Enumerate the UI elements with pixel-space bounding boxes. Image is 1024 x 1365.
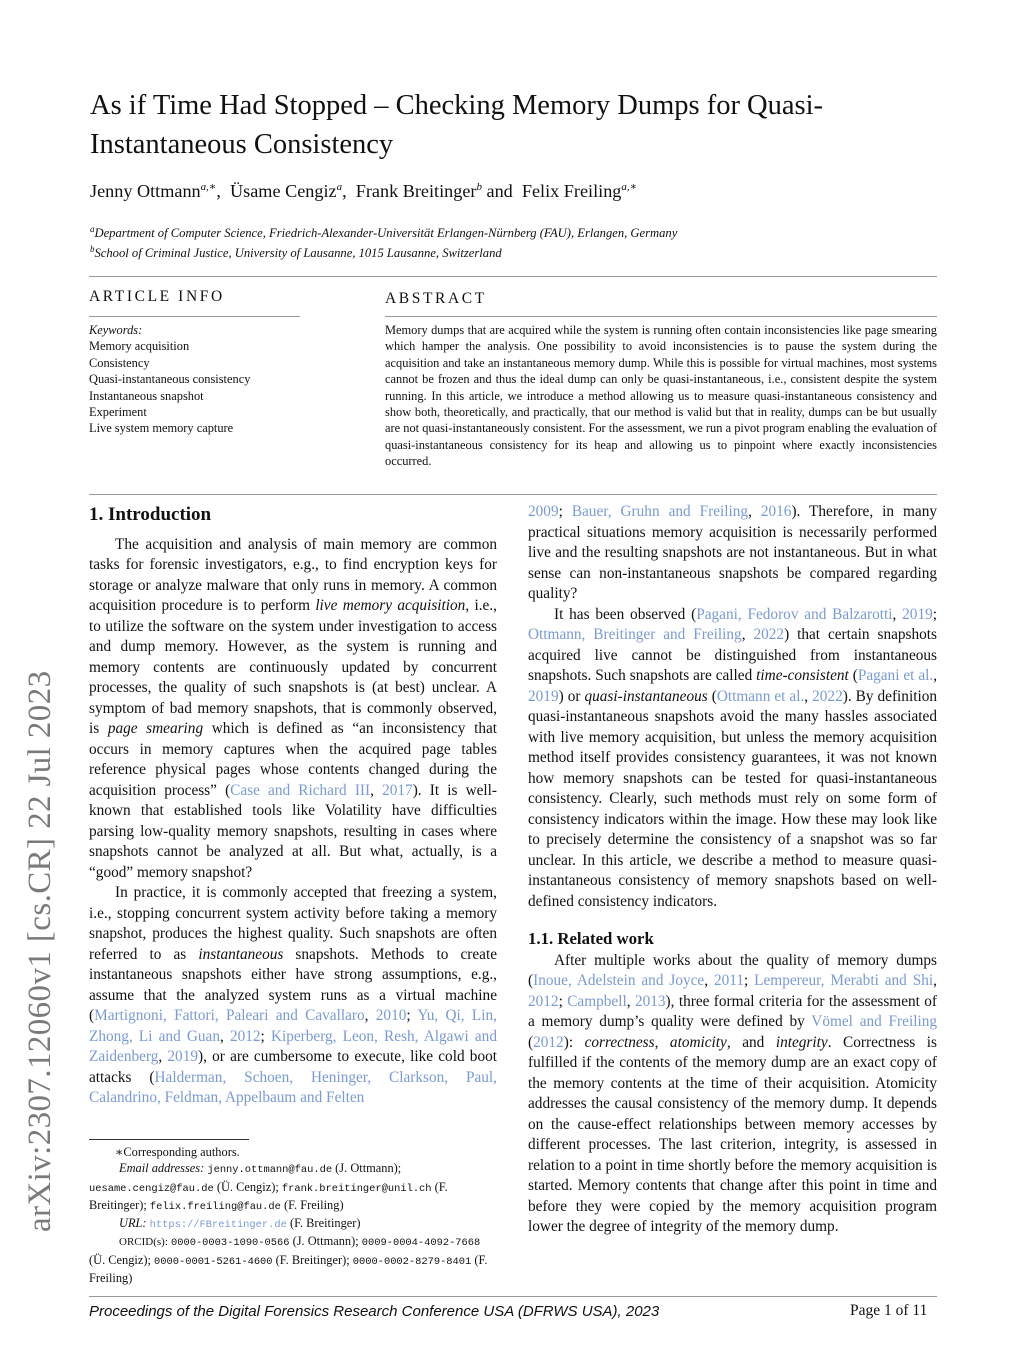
author-list: Jenny Ottmann$^{a,∗}$, Üsame Cengiz$^a$, Frank Breitinger$^b$ and Felix Freiling$^{a,∗}$: [90, 181, 638, 202]
citation-link[interactable]: 2019: [167, 1048, 198, 1065]
venue-footer: Proceedings of the Digital Forensics Research Conference USA (DFRWS USA), 2023: [89, 1303, 660, 1320]
abstract-text: Memory dumps that are acquired while the system is running often contain inconsistencies like page smearing which hamper the analysis. One possibility to avoid inconsistencies is to pause the system during the acquisition and take an instantaneous memory dump. While this is possible for virtual machines, most systems cannot be frozen and thus the ideal dump can only be quasi-instantaneous, i.e., consistent despite the system running. In this article, we introduce a method allowing us to measure quasi-instantaneous consistency and show both, theoretically, and practically, that our method is valid but that in reality, dumps can be but usually are not quasi-instantaneously consistent. For the assessment, we run a pivot program enabling the evaluation of quasi-instantaneous consistency for its heap and allowing us to pinpoint where exactly inconsistencies occurred.: [385, 323, 937, 469]
paragraph: In practice, it is commonly accepted that freezing a system, i.e., stopping concurrent system activity before taking a memory snapshot, produces the highest quality. Such snapshots are often referred to as instantaneous snapshots. Methods to create instantaneous snapshots either have strong assumptions, e.g., assume that the analyzed system runs as a virtual machine (Martignoni, Fattori, Paleari and Cavallaro, 2010; Yu, Qi, Lin, Zhong, Li and Guan, 2012; Kiperberg, Leon, Resh, Algawi and Zaidenberg, 2019), or are cumbersome to execute, like cold boot attacks (Halderman, Schoen, Heninger, Clarkson, Paul, Calandrino, Feldman, Appelbaum and Felten: [89, 884, 497, 1106]
citation-link[interactable]: Pagani, Fedorov and Balzarotti: [696, 605, 893, 623]
author-mark: b: [476, 181, 482, 193]
affiliation: $^b$School of Criminal Justice, University of Lausanne, 1015 Lausanne, Switzerland: [90, 244, 502, 261]
citation-link[interactable]: 2016: [760, 503, 792, 520]
subsection-heading: 1.1. Related work: [528, 929, 654, 948]
footnote-rule: [89, 1139, 249, 1140]
paragraph: The acquisition and analysis of main memory are common tasks for forensic investigators, e.g., to find encryption keys for storage or analyze malware that only runs in memory. A common acquisition procedure is to perform live memory acquisition, i.e., to utilize the software on the system under investigation to access and dump memory. However, as the system is running and memory contents are continuously updated by concurrent processes, the quality of such snapshots is (at best) unclear. A symptom of bad memory snapshots, that is commonly observed, is page smearing which is defined as “an inconsistency that occurs in memory captures when the acquired page tables reference physical pages whose contents changed during the acquisition process” (Case and Richard III, 2017). It is well-known that established tools like Volatility have difficulties parsing low-quality memory snapshots, resulting in cases where snapshots cannot be analyzed at all. But what, actually, is a “good” memory snapshot?: [89, 535, 498, 881]
author-mark: a,∗: [621, 181, 638, 193]
citation-link[interactable]: 2022: [812, 687, 843, 705]
citation-link[interactable]: 2012: [528, 992, 559, 1010]
divider: [385, 316, 937, 317]
keywords-block: [89, 322, 309, 437]
citation-link[interactable]: Bauer, Gruhn and Freiling: [571, 503, 749, 520]
citation-link[interactable]: Lempereur, Merabti and Shi: [754, 972, 934, 989]
citation-link[interactable]: Inoue, Adelstein and Joyce: [533, 972, 705, 989]
author-name: Üsame Cengiz: [230, 181, 337, 202]
article-info-heading: ARTICLE INFO: [89, 288, 225, 305]
author-mark: a,∗: [200, 181, 217, 193]
keyword: Quasi-instantaneous consistency: [89, 372, 251, 387]
divider: [89, 276, 937, 277]
citation-link[interactable]: 2011: [713, 972, 744, 989]
keyword: Experiment: [89, 405, 147, 420]
citation-link[interactable]: Kiperberg, Leon, Resh, Algawi and Zaidenberg: [89, 1027, 497, 1065]
section-heading: 1. Introduction: [89, 504, 212, 525]
right-column: [528, 502, 937, 1238]
footnote: ∗Corresponding authors. Email addresses: jenny.ottmann@fau.de (J. Ottmann); uesame.cengiz@fau.de (Ü. Cengiz); frank.breitinger@unil.ch (F. Breitinger); felix.freiling@fau.de (F. Freiling) URL: https://FBreitinger.de (F. Breitinger) ORCID(s): 0000-0003-1090-0566 (J. Ottmann); 0009-0004-4092-7668 (Ü. Cengiz); 0000-0001-5261-4600 (F. Breitinger); 0000-0002-8279-8401 (F. Freiling): [89, 1145, 488, 1286]
keyword: Instantaneous snapshot: [89, 388, 204, 403]
keywords-label: Keywords:: [89, 323, 143, 337]
keyword: Memory acquisition: [89, 339, 190, 354]
citation-link[interactable]: Halderman, Schoen, Heninger, Clarkson, Paul, Calandrino, Feldman, Appelbaum and Felten: [89, 1068, 497, 1106]
citation-link[interactable]: 2010: [375, 1007, 407, 1024]
citation-link[interactable]: Yu, Qi, Lin, Zhong, Li and Guan: [89, 1007, 497, 1045]
paper-title: As if Time Had Stopped – Checking Memory Dumps for Quasi-Instantaneous Consistency: [90, 90, 824, 160]
citation-link[interactable]: Ottmann et al.: [716, 687, 805, 705]
citation-link[interactable]: Martignoni, Fattori, Paleari and Cavallaro: [94, 1007, 365, 1024]
citation-link[interactable]: 2012: [229, 1027, 261, 1045]
page-number: Page 1 of 11: [850, 1302, 928, 1319]
author-name: Felix Freiling: [521, 181, 622, 202]
author-mark: a: [336, 181, 343, 193]
left-column: [89, 505, 497, 1109]
url-link[interactable]: https://FBreitinger.de: [149, 1219, 287, 1232]
paragraph: After multiple works about the quality of memory dumps (Inoue, Adelstein and Joyce, 2011; Lempereur, Merabti and Shi, 2012; Campbell, 2013), three formal criteria for the assessment of a memory dump’s quality were defined by Vömel and Freiling (2012): correctness, atomicity, and integrity. Correctness is fulfilled if the contents of the memory dump are an exact copy of the memory contents at the time of their acquisition. Atomicity addresses the causal consistency of the memory dump. It depends on the cause-effect relationships between memory accesses by different processes. The last criterion, integrity, is assessed in relation to a point in time shortly before the memory acquisition is started. Memory contents that change after this point in time and before they were copied by the memory acquisition program lower the degree of integrity of the memory dump.: [528, 951, 938, 1235]
affiliation: $^a$Department of Computer Science, Friedrich-Alexander-Universität Erlangen-Nürnberg (FAU), Erlangen, Germany: [90, 224, 678, 241]
citation-link[interactable]: 2012: [533, 1033, 564, 1051]
citation-link[interactable]: 2019: [528, 687, 559, 705]
citation-link[interactable]: Pagani et al.: [857, 667, 934, 684]
arxiv-identifier: arXiv:2307.12060v1 [cs.CR] 22 Jul 2023: [22, 670, 58, 1232]
citation-link[interactable]: 2013: [634, 992, 666, 1010]
citation-link[interactable]: Case and Richard III: [230, 781, 371, 799]
author-name: Jenny Ottmann: [90, 181, 201, 202]
paragraph: 2009; Bauer, Gruhn and Freiling, 2016). Therefore, in many practical situations memory acquisition is necessarily performed live and the resulting snapshots are not instantaneous. But in what sense can non-instantaneous snapshots be compared regarding quality?: [528, 503, 937, 602]
keyword: Live system memory capture: [89, 421, 234, 436]
citation-link[interactable]: Vömel and Freiling: [811, 1013, 937, 1030]
citation-link[interactable]: Ottmann, Breitinger and Freiling: [528, 626, 742, 643]
author-name: Frank Breitinger: [355, 181, 477, 202]
abstract-heading: ABSTRACT: [385, 290, 487, 307]
citation-link[interactable]: 2009: [528, 503, 559, 520]
divider: [89, 1296, 937, 1297]
citation-link[interactable]: 2019: [902, 605, 933, 623]
keyword: Consistency: [89, 355, 150, 370]
citation-link[interactable]: 2017: [382, 781, 413, 799]
paragraph: It has been observed (Pagani, Fedorov and Balzarotti, 2019; Ottmann, Breitinger and Freiling, 2022) that certain snapshots acquired live cannot be distinguished from instantaneous snapshots. Such snapshots are called time-consistent (Pagani et al., 2019) or quasi-instantaneous (Ottmann et al., 2022). By definition quasi-instantaneous snapshots avoid the many hassles associated with live memory acquisition, but unless the memory acquisition method itself provides consistency guarantees, it was not known how memory snapshots can be tested for quasi-instantaneous consistency. Clearly, such methods must rely on some form of consistency indicators within the image. How these may look like to precisely determine the consistency of a snapshot was so far unclear. In this article, we describe a method to measure quasi-instantaneous consistency of memory snapshots based on well-defined consistency indicators.: [528, 605, 938, 910]
citation-link[interactable]: Campbell: [567, 992, 627, 1010]
divider: [89, 494, 937, 495]
citation-link[interactable]: 2022: [753, 626, 785, 643]
divider: [89, 316, 300, 317]
